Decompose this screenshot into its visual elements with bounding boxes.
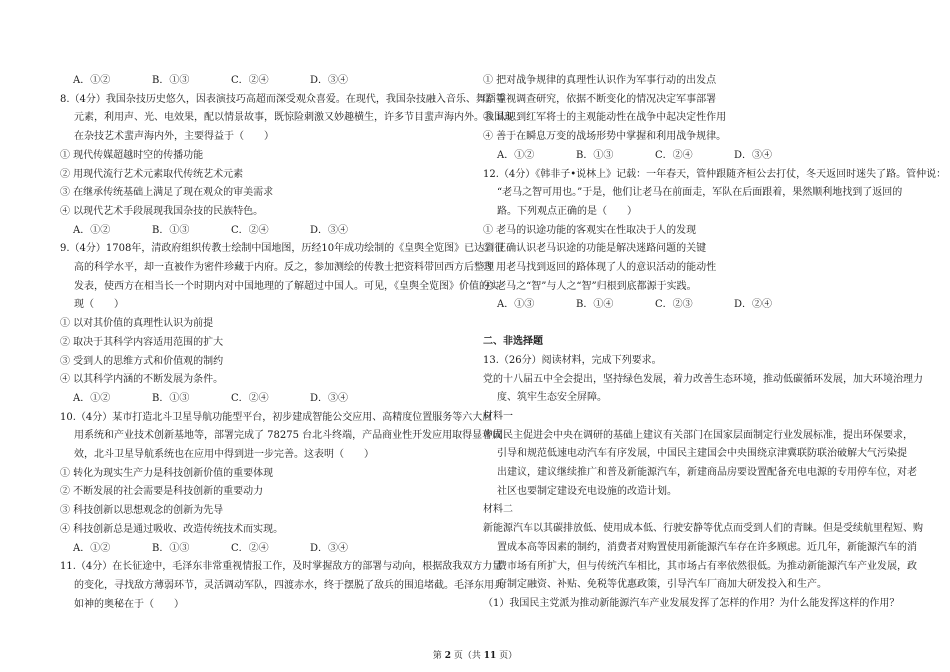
- material-text: 出建议，建议继续推广和普及新能源汽车，新建商品房要设置配备充电电源的专用停车位，对老: [497, 467, 917, 479]
- option-b: B．①③: [152, 392, 190, 404]
- question-stem: 10.（4分）某市打造北斗卫星导航功能型平台，初步建成智能公交应用、高精度位置服务等六大应: [60, 411, 493, 423]
- statement-item: ④ 以其科学内涵的不断发展为条件。: [60, 374, 224, 386]
- question-stem: 发表，使西方在相当长一个时期内对中国地理的了解超过中国人。可见，《皇舆全览图》价值的实: [74, 280, 499, 292]
- footer-middle: 页（共: [453, 651, 481, 661]
- option-a: A．①②: [73, 392, 111, 404]
- option-d: D．③④: [310, 542, 349, 554]
- option-b: B．①③: [152, 75, 190, 86]
- options-row: [60, 222, 470, 241]
- section-heading: 二、非选择题: [483, 336, 543, 348]
- question-11-items: [483, 72, 903, 166]
- question-13: [483, 352, 923, 614]
- option-a: A．①②: [73, 75, 111, 86]
- total-pages: 11: [483, 651, 497, 661]
- question-stem: 路。下列观点正确的是（ ）: [497, 205, 637, 217]
- question-stem: 党的十八届五中全会提出，坚持绿色发展，着力改善生态环境，推动低碳循环发展，加大环境治理力: [483, 373, 923, 385]
- question-stem: 的变化，寻找敌方薄弱环节，灵活调动军队，四渡赤水，终于摆脱了敌兵的围追堵截。毛泽东用兵: [74, 579, 504, 591]
- options-row: [60, 72, 470, 91]
- question-stem: 12.（4分）《韩非子•说林上》记载：一年春天，管仲跟随齐桓公去打仗，冬天返回时迷失了路。管仲说：: [483, 168, 947, 180]
- question-stem: 高的科学水平，却一直被作为密件珍藏于内府。反之，参加测绘的传教士把资料带回西方后整理: [74, 262, 494, 274]
- statement-item: ① 现代传媒超越时空的传播功能: [60, 149, 204, 161]
- question-9: [60, 240, 505, 408]
- option-b: B．①③: [576, 149, 614, 161]
- material-text: 中国民主促进会中央在调研的基础上建议有关部门在国家层面制定行业发展标准，提出环保要求，: [483, 429, 913, 441]
- statement-item: ③ 受到人的思维方式和价值观的制约: [60, 355, 224, 367]
- page-footer: [0, 648, 950, 661]
- material-text: 社区也要制定建设充电设施的改造计划。: [497, 485, 677, 497]
- option-a: A．①③: [497, 299, 535, 311]
- option-d: D．③④: [310, 75, 349, 86]
- material-text: 引导和规范低速电动汽车有序发展，中国民主建国会中央围绕京津冀联防联治破解大气污染提: [497, 448, 907, 460]
- statement-item: ④ 老马之“智”与人之“智”归根到底都源于实践。: [483, 280, 697, 292]
- question-stem: 效，北斗卫星导航系统也在应用中得到进一步完善。这表明（ ）: [74, 449, 374, 461]
- footer-suffix: 页）: [499, 651, 518, 661]
- question-stem: 8.（4分）我国杂技历史悠久，因表演技巧高超而深受观众喜爱。在现代，我国杂技融入音乐、舞蹈等: [60, 93, 506, 105]
- right-column: [483, 72, 947, 614]
- options-row: [483, 147, 903, 166]
- options-row: [60, 390, 470, 409]
- statement-item: ③ 科技创新以思想观念的创新为先导: [60, 505, 224, 517]
- sub-question: （1）我国民主党派为推动新能源汽车产业发展发挥了怎样的作用？为什么能发挥这样的作用？: [483, 597, 900, 609]
- option-c: C．②④: [231, 392, 269, 404]
- question-stem: 在杂技艺术蜚声海内外，主要得益于（ ）: [74, 131, 274, 143]
- statement-item: ② 用现代流行艺术元素取代传统艺术元素: [60, 168, 244, 180]
- option-d: D．③④: [310, 392, 349, 404]
- option-a: A．①②: [73, 224, 111, 236]
- statement-item: ② 不断发展的社会需要是科技创新的重要动力: [60, 486, 264, 498]
- question-8: [60, 91, 514, 241]
- statement-item: ② 重视调查研究，依据不断变化的情况决定军事部署: [483, 93, 717, 105]
- page-number: 2: [444, 651, 451, 661]
- statement-item: ① 转化为现实生产力是科技创新价值的重要体现: [60, 467, 274, 479]
- footer-prefix: 第: [432, 651, 442, 661]
- option-b: B．①③: [152, 542, 190, 554]
- material-label: 材料二: [483, 504, 513, 516]
- option-c: C．②④: [231, 224, 269, 236]
- option-d: D．②④: [734, 299, 773, 311]
- question-11: [60, 558, 504, 614]
- option-a: A．①②: [73, 542, 111, 554]
- options-row: [60, 540, 470, 559]
- question-stem: 13.（26分）阅读材料，完成下列要求。: [483, 354, 662, 366]
- statement-item: ③ 认识到红军将士的主观能动性在战争中起决定性作用: [483, 112, 727, 124]
- material-text: 府制定融资、补贴、免税等优惠政策，引导汽车厂商加大研发投入和生产。: [497, 579, 827, 591]
- option-c: C．②④: [231, 75, 269, 86]
- statement-item: ③ 在继承传统基础上满足了现在观众的审美需求: [60, 187, 274, 199]
- statement-item: ③ 用老马找到返回的路体现了人的意识活动的能动性: [483, 262, 717, 274]
- question-stem: 元素，利用声、光、电效果，配以情景故事，既惊险刺激又妙趣横生，许多节目蜚声海内外。我国现: [74, 112, 514, 124]
- option-a: A．①②: [497, 149, 535, 161]
- material-text: 费市场有所扩大，但与传统汽车相比，其市场占有率依然很低。为推动新能源汽车产业发展，政: [497, 560, 917, 572]
- statement-item: ① 以对其价值的真理性认识为前提: [60, 318, 214, 330]
- question-stem: 现（ ）: [74, 299, 124, 311]
- question-stem: 度、筑牢生态安全屏障。: [497, 392, 607, 404]
- material-text: 新能源汽车以其碳排放低、使用成本低、行驶安静等优点而受到人们的青睐。但是受续航里程短、购: [483, 523, 923, 535]
- question-12: [483, 166, 947, 316]
- options-row: [483, 296, 903, 315]
- statement-item: ① 把对战争规律的真理性认识作为军事行动的出发点: [483, 75, 717, 86]
- question-stem: 如神的奥秘在于（ ）: [74, 598, 184, 610]
- option-c: C．②④: [655, 149, 693, 161]
- option-d: D．③④: [734, 149, 773, 161]
- question-stem: 11.（4分）在长征途中，毛泽东非常重视情报工作，及时掌握敌方的部署与动向，根据敌我双方力量: [60, 561, 503, 573]
- question-stem: 用系统和产业技术创新基地等，部署完成了 78275 台北斗终端，产品商业性开发应用取得显著成: [74, 430, 503, 442]
- statement-item: ④ 以现代艺术手段展现我国杂技的民族特色。: [60, 205, 264, 217]
- statement-item: ② 正确认识老马识途的功能是解决迷路问题的关键: [483, 243, 707, 255]
- option-b: B．①④: [576, 299, 614, 311]
- statement-item: ④ 善于在瞬息万变的战场形势中掌握和利用战争规律。: [483, 131, 727, 143]
- question-stem: 9.（4分）1708年，清政府组织传教士绘制中国地图，历经10年成功绘制的《皇舆全览图》已达到很: [60, 243, 505, 255]
- question-stem: “老马之智可用也。”于是，他们让老马在前面走，军队在后面跟着，果然顺利地找到了返回的: [497, 187, 903, 199]
- option-c: C．②④: [231, 542, 269, 554]
- option-d: D．③④: [310, 224, 349, 236]
- material-text: 置成本高等因素的制约，消费者对购置使用新能源汽车存在许多顾虑。近几年，新能源汽车的消: [497, 541, 917, 553]
- option-c: C．②③: [655, 299, 693, 311]
- option-b: B．①③: [152, 224, 190, 236]
- material-label: 材料一: [483, 410, 513, 422]
- statement-item: ① 老马的识途功能的客观实在性取决于人的发现: [483, 224, 697, 236]
- statement-item: ② 取决于其科学内容适用范围的扩大: [60, 336, 224, 348]
- statement-item: ④ 科技创新总是通过吸收、改造传统技术而实现。: [60, 523, 284, 535]
